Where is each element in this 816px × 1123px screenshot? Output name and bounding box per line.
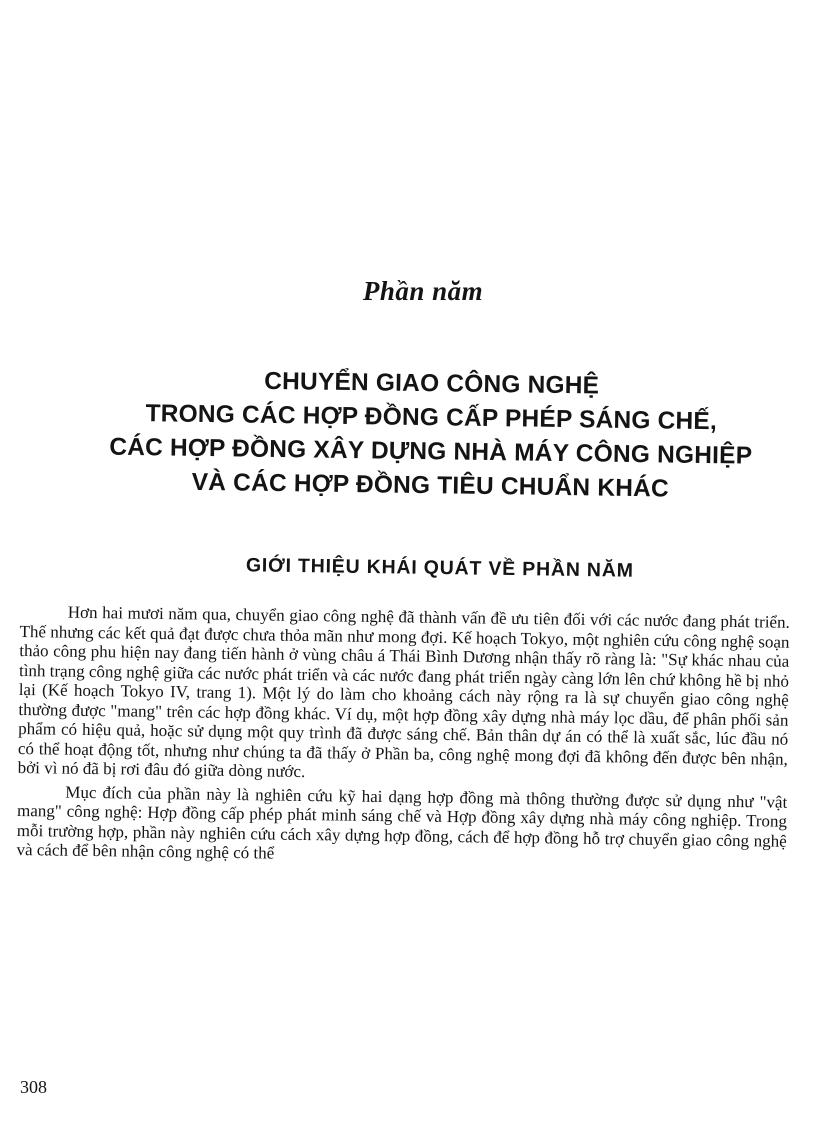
paragraph-1: Hơn hai mươi năm qua, chuyển giao công nghệ đã thành vấn đề ưu tiên đối với các nước đang phát triển. Thế nhưng các kết quả đạt được chưa thỏa mãn như mong đợi. Kế hoạch Tokyo, một nghiên cứu công nghệ soạn thảo công phu hiện nay đang tiến hành ở vùng châu á Thái Bình Dương nhận thấy rõ ràng là: "Sự khác nhau của tình trạng công nghệ giữa các nước phát triển và các nước đang phát triển ngày càng lớn lên chứ không hề bị nhỏ lại (Kế hoạch Tokyo IV, trang 1). Một lý do làm cho khoảng cách này rộng ra là sự chuyển giao công nghệ thường được "mang" trên các hợp đồng khác. Ví dụ, một hợp đồng xây dựng nhà máy lọc dầu, để phân phối sản phẩm có hiệu quả, hoặc sử dụng một quy trình đã được sáng chế. Bản thân dự án có thể là xuất sắc, lúc đầu nó có thể hoạt động tốt, nhưng như chúng ta đã thấy ở Phần ba, công nghệ mong đợi đã không đến được bên nhận, bởi vì nó đã bị rơi đâu đó giữa dòng nước.: [17, 602, 790, 781]
section-heading: GIỚI THIỆU KHÁI QUÁT VỀ PHẦN NĂM: [245, 554, 634, 582]
chapter-heading-line-1: CHUYỂN GIAO CÔNG NGHỆ: [264, 367, 600, 400]
chapter-heading-line-2: TRONG CÁC HỢP ĐỒNG CẤP PHÉP SÁNG CHẾ,: [145, 400, 718, 436]
part-title: Phần năm: [362, 276, 484, 306]
body-text: [16, 602, 790, 870]
chapter-heading-line-4: VÀ CÁC HỢP ĐỒNG TIÊU CHUẨN KHÁC: [191, 468, 670, 503]
page-number: 308: [20, 1077, 47, 1097]
chapter-heading: [60, 362, 802, 508]
paragraph-2: Mục đích của phần này là nghiên cứu kỹ hai dạng hợp đồng mà thông thường được sử dụng như "vật mang" công nghệ: Hợp đồng cấp phép phát minh sáng chế và Hợp đồng xây dựng nhà máy công nghiệp. Trong mỗi trường hợp, phần này nghiên cứu cách xây dựng hợp đồng, cách để hợp đồng hỗ trợ chuyển giao công nghệ và cách để bên nhận công nghệ có thể: [16, 782, 788, 863]
chapter-heading-line-3: CÁC HỢP ĐỒNG XÂY DỰNG NHÀ MÁY CÔNG NGHIỆP: [109, 433, 753, 470]
